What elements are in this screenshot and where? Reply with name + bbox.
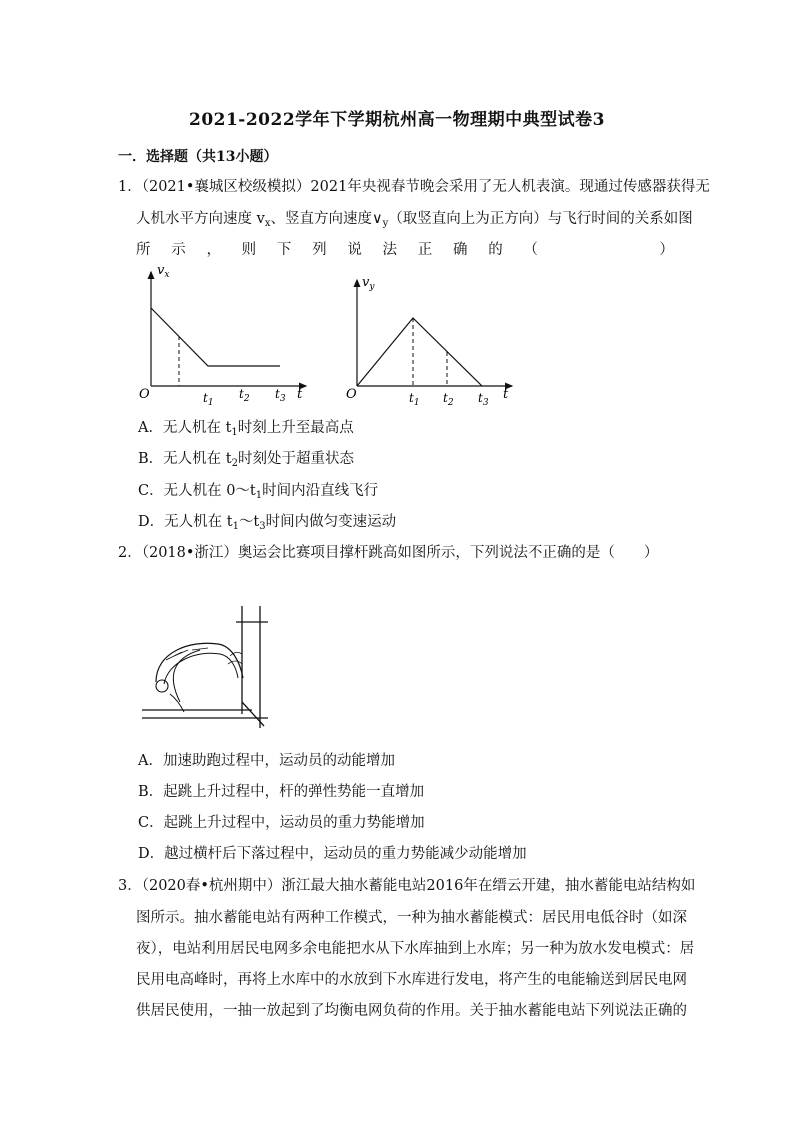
vy-tick-t1: $t_1$ [409, 391, 420, 408]
section-heading: 一．选择题（共13小题） [118, 149, 278, 165]
vx-y-label: $v_x$ [157, 263, 170, 280]
vy-y-label: $v_y$ [362, 275, 375, 292]
vy-x-label: t [503, 387, 509, 402]
vy-tick-t2: $t_2$ [443, 391, 454, 408]
q2-option-c[interactable]: C．起跳上升过程中，运动员的重力势能增加 [138, 815, 425, 831]
vx-time-graph [134, 258, 314, 408]
q1-line-1: 1．（2021•襄城区校级模拟）2021年央视春节晚会采用了无人机表演。现通过传感器获得无 [118, 179, 710, 195]
q2-option-b[interactable]: B．起跳上升过程中，杆的弹性势能一直增加 [138, 784, 425, 800]
q3-line-5: 供居民使用，一抽一放起到了均衡电网负荷的作用。关于抽水蓄能电站下列说法正确的 [136, 1003, 687, 1019]
vx-origin: O [139, 387, 150, 402]
vx-curve [151, 308, 280, 366]
vx-x-label: t [297, 387, 303, 402]
vy-time-graph [340, 268, 520, 408]
q1-line-2: 人机水平方向速度 $v_x$、竖直方向速度$\vee_y$（取竖直向上为正方向）与飞行时间的关系如图 [136, 211, 693, 229]
vy-origin: O [346, 387, 357, 402]
q3-line-2: 图所示。抽水蓄能电站有两种工作模式，一种为抽水蓄能模式：居民用电低谷时（如深 [136, 910, 687, 926]
vx-tick-t1: $t_1$ [203, 391, 214, 408]
q3-line-1: 3．（2020春•杭州期中）浙江最大抽水蓄能电站2016年在缙云开建，抽水蓄能电站结构如 [118, 878, 696, 894]
q2-option-d[interactable]: D．越过横杆后下落过程中，运动员的重力势能减少动能增加 [138, 846, 527, 862]
q3-line-4: 民用电高峰时，再将上水库中的水放到下水库进行发电，将产生的电能输送到居民电网 [136, 972, 687, 988]
q1-line-3: 所 示 ， 则 下 列 说 法 正 确 的 （ ） [136, 242, 674, 258]
vy-curve [357, 318, 482, 386]
vx-tick-t2: $t_2$ [239, 387, 250, 404]
vy-tick-t3: $t_3$ [478, 391, 489, 408]
q2-option-a[interactable]: A．加速助跑过程中，运动员的动能增加 [138, 753, 395, 769]
page-title: 2021-2022学年下学期杭州高一物理期中典型试卷3 [188, 110, 605, 130]
q1-option-b[interactable]: B．无人机在 $t_2$时刻处于超重状态 [138, 451, 354, 469]
q1-option-a[interactable]: A．无人机在 $t_1$时刻上升至最高点 [138, 420, 354, 438]
q2-line-1: 2．（2018•浙江）奥运会比赛项目撑杆跳高如图所示，下列说法不正确的是（ ） [118, 545, 659, 561]
pole-vault-illustration [140, 602, 280, 732]
q1-option-c[interactable]: C．无人机在 $0\sim t_1$时间内沿直线飞行 [138, 483, 379, 501]
q3-line-3: 夜），电站利用居民电网多余电能把水从下水库抽到上水库；另一种为放水发电模式：居 [136, 941, 695, 957]
vx-tick-t3: $t_3$ [275, 387, 286, 404]
q1-option-d[interactable]: D．无人机在 $t_1\sim t_3$时间内做匀变速运动 [138, 514, 397, 532]
